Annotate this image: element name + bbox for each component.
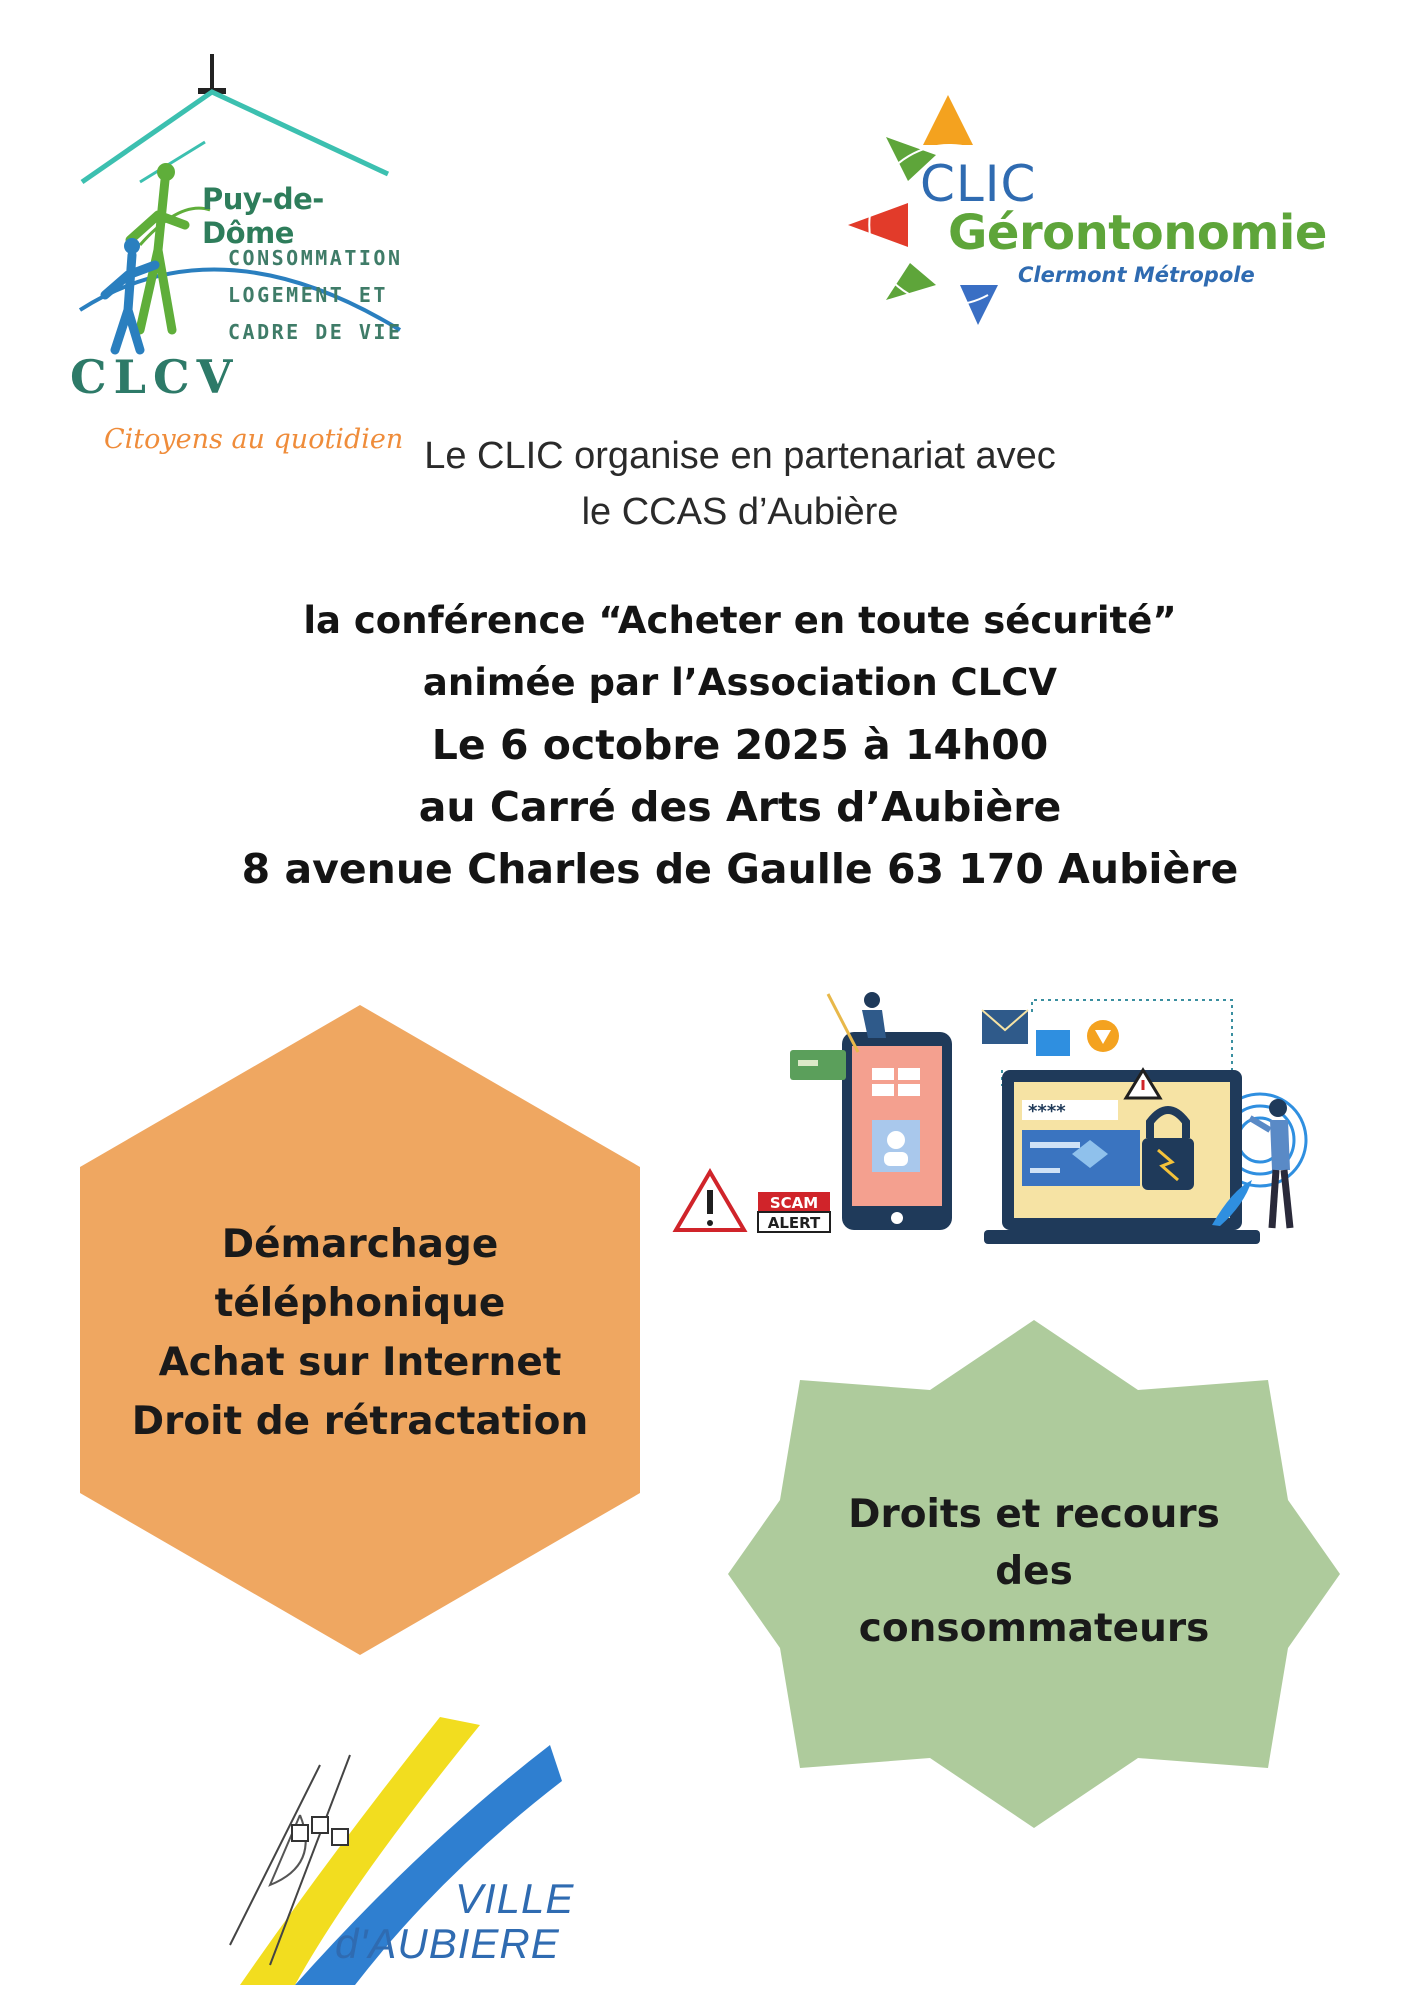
- alert-label: ALERT: [767, 1214, 821, 1232]
- clcv-slogan: Citoyens au quotidien: [104, 424, 404, 455]
- star-line-3: consommateurs: [858, 1606, 1210, 1651]
- clic-name: Gérontonomie: [948, 205, 1327, 261]
- hexagon-line-3: Achat sur Internet: [158, 1340, 562, 1385]
- hexagon-line-1: Démarchage: [221, 1222, 499, 1267]
- clcv-region: Puy-de-Dôme: [202, 182, 324, 250]
- hexagon-line-4: Droit de rétractation: [131, 1399, 589, 1444]
- clcv-line-1: CONSOMMATION: [228, 246, 403, 270]
- star-text: [728, 1486, 1340, 1657]
- clcv-line-2: LOGEMENT ET: [228, 283, 388, 307]
- scam-label: SCAM: [769, 1194, 819, 1212]
- ville-line-1: VILLE: [455, 1875, 575, 1922]
- password-mask-text: ****: [1028, 1101, 1066, 1122]
- event-host: animée par l’Association CLCV: [422, 661, 1058, 704]
- event-address: 8 avenue Charles de Gaulle 63 170 Aubière: [241, 845, 1239, 893]
- clic-subtitle: Clermont Métropole: [1018, 263, 1255, 287]
- intro-line-1: Le CLIC organise en partenariat avec: [424, 435, 1056, 477]
- clcv-line-3: CADRE DE VIE: [228, 320, 403, 344]
- clcv-logo: [70, 50, 410, 455]
- online-security-illustration: [672, 990, 1352, 1280]
- event-details: [0, 590, 1414, 900]
- ville-aubiere-logo: [120, 1705, 580, 1985]
- clic-logo: [848, 95, 1328, 335]
- star-line-2: des: [995, 1549, 1073, 1594]
- hexagon-line-2: téléphonique: [214, 1281, 506, 1326]
- intro-text: [0, 428, 1414, 540]
- ville-line-2: d'AUBIERE: [335, 1920, 560, 1967]
- event-venue: au Carré des Arts d’Aubière: [418, 783, 1062, 831]
- clic-title: CLIC: [920, 155, 1037, 213]
- intro-line-2: le CCAS d’Aubière: [581, 491, 899, 533]
- clcv-name: CLCV: [70, 350, 240, 404]
- hexagon-text: [0, 1215, 720, 1451]
- event-title: la conférence “Acheter en toute sécurité”: [303, 599, 1177, 642]
- star-line-1: Droits et recours: [848, 1492, 1220, 1537]
- event-date: Le 6 octobre 2025 à 14h00: [431, 721, 1049, 769]
